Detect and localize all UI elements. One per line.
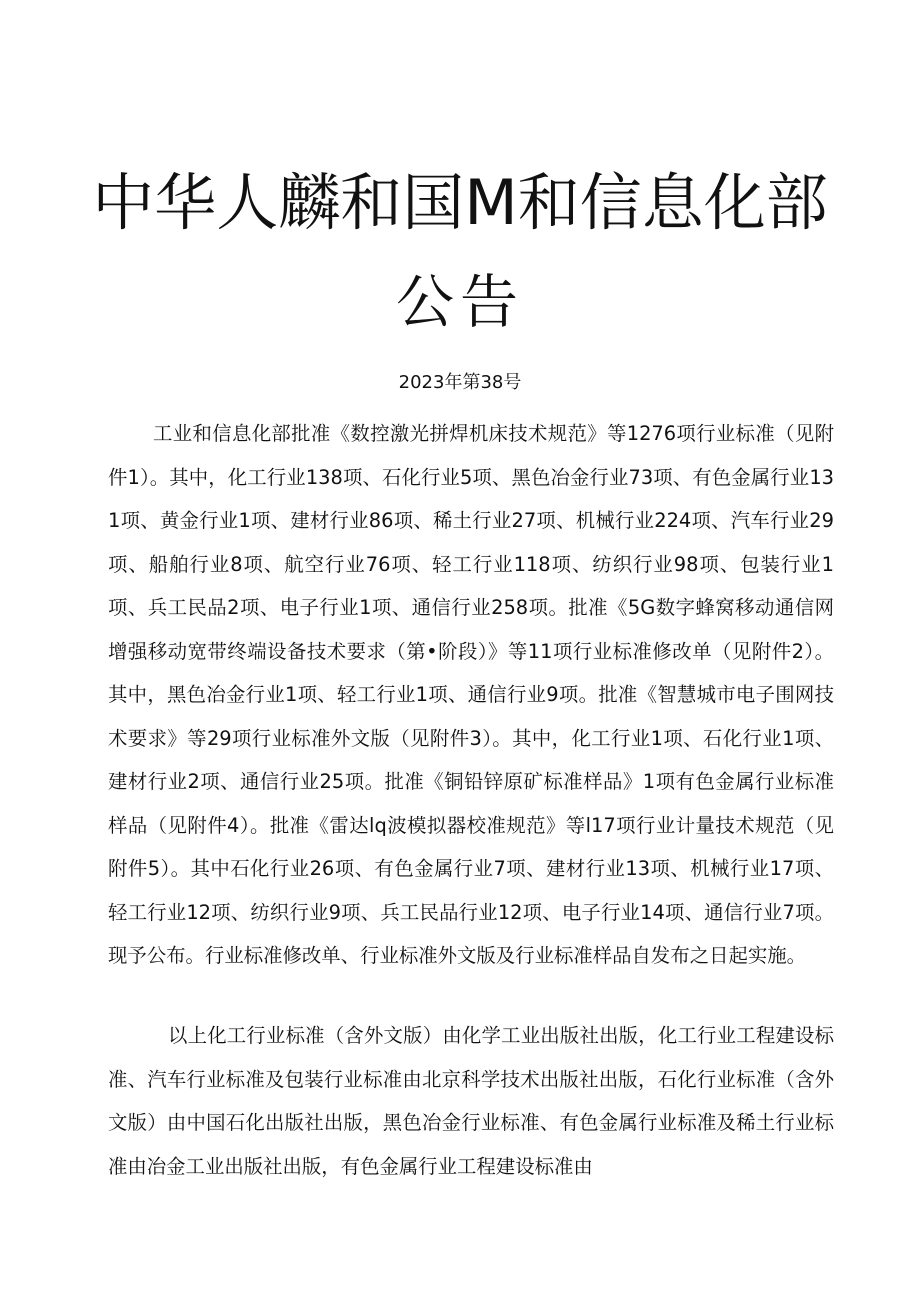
document-number: 2023年第38号 [398, 372, 522, 393]
body-paragraph-2: 以上化工行业标准（含外文版）由化学工业出版社出版，化工行业工程建设标准、汽车行业标准及包装行业标准由北京科学技术出版社出版，石化行业标准（含外文版）由中国石化出版社出版，黑色冶金行业标准、有色金属行业标准及稀土行业标准由冶金工业出版社出版，有色金属行业工程建设标准由 [108, 1024, 834, 1178]
document-subtitle: 公告 [395, 268, 524, 336]
document-title: 中华人麟和国M和信息化部 [92, 166, 828, 239]
body-paragraph-1: 工业和信息化部批准《数控激光拼焊机床技术规范》等1276项行业标准（见附件1）。其中，化工行业138项、石化行业5项、黑色冶金行业73项、有色金属行业131项、黄金行业1项、建材行业86项、稀土行业27项、机械行业224项、汽车行业29项、船舶行业8项、航空行业76项、轻工行业118项、纺织行业98项、包装行业1项、兵工民品2项、电子行业1项、通信行业258项。批准《5G数字蜂窝移动通信网增强移动宽带终端设备技术要求（第•阶段）》等11项行业标准修改单（见附件2）。其中，黑色冶金行业1项、轻工行业1项、通信行业9项。批准《智慧城市电子围网技术要求》等29项行业标准外文版（见附件3）。其中，化工行业1项、石化行业1项、建材行业2项、通信行业25项。批准《铜铅锌原矿标准样品》1项有色金属行业标准样品（见附件4）。批准《雷达lq波模拟器校准规范》等l17项行业计量技术规范（见附件5）。其中石化行业26项、有色金属行业7项、建材行业13项、机械行业17项、轻工行业12项、纺织行业9项、兵工民品行业12项、电子行业14项、通信行业7项。现予公布。行业标准修改单、行业标准外文版及行业标准样品自发布之日起实施。 [108, 422, 834, 967]
